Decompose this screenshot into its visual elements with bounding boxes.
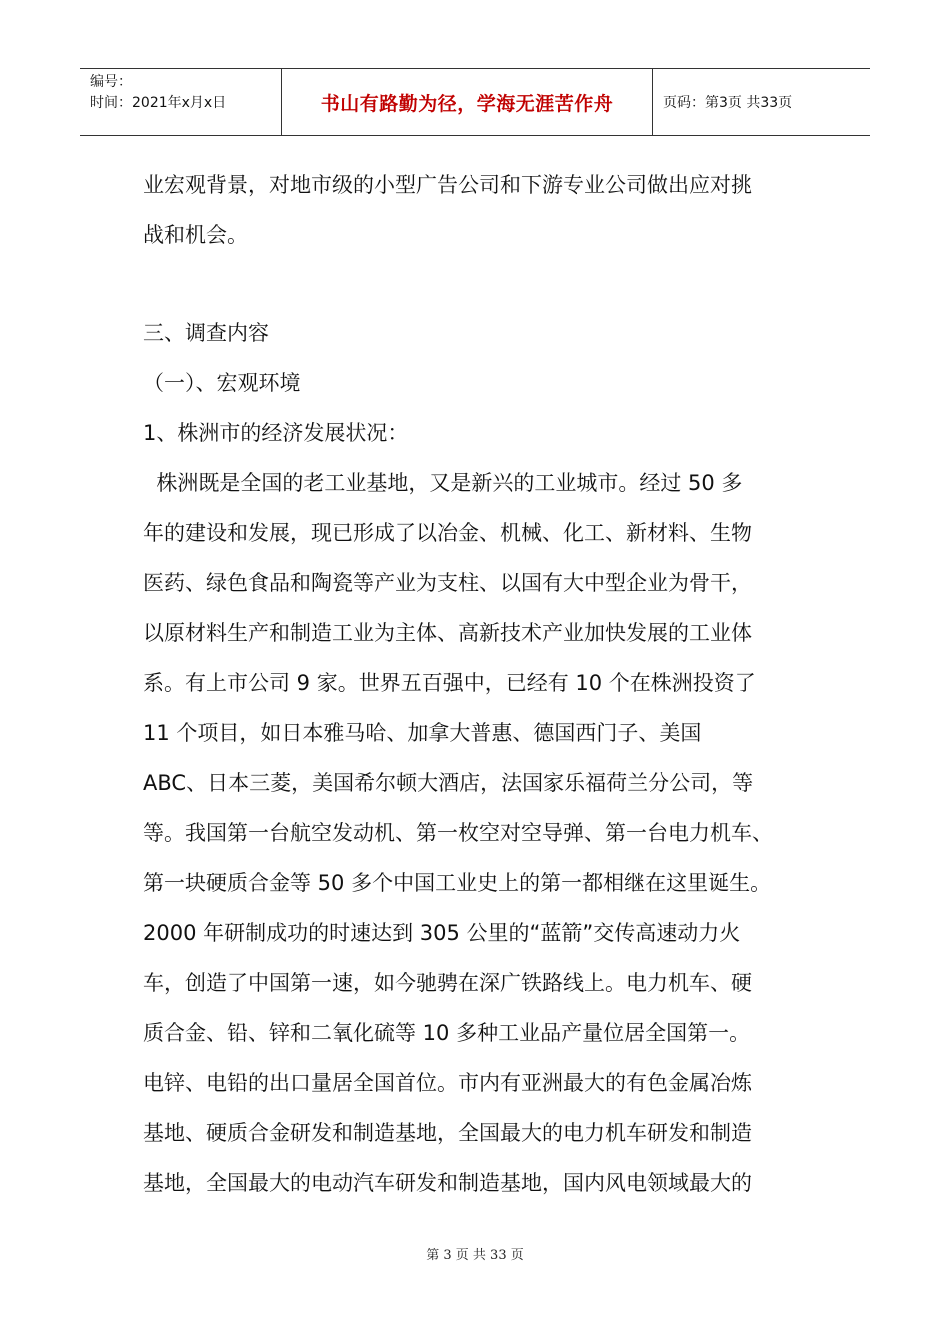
header-middle-cell <box>282 69 653 135</box>
paragraph-line: 基地，全国最大的电动汽车研发和制造基地，国内风电领域最大的 <box>143 1171 752 1195</box>
continued-text <box>143 160 813 260</box>
item-title: 1、株洲市的经济发展状况： <box>143 421 409 445</box>
paragraph-line: 以原材料生产和制造工业为主体、高新技术产业加快发展的工业体 <box>143 621 752 645</box>
paragraph-line: 质合金、铅、锌和二氧化硫等 10 多种工业品产量位居全国第一。 <box>143 1021 751 1045</box>
subsection-title: （一）、宏观环境 <box>143 371 301 395</box>
paragraph-line: 等。我国第一台航空发动机、第一枚空对空导弹、第一台电力机车、 <box>143 821 773 845</box>
text-line: 战和机会。 <box>143 223 248 247</box>
paragraph-line: 系。有上市公司 9 家。世界五百强中，已经有 10 个在株洲投资了 <box>143 671 756 695</box>
page-footer: 第 3 页 共 33 页 <box>426 1248 524 1263</box>
paragraph-line: 2000 年研制成功的时速达到 305 公里的“蓝箭”交传高速动力火 <box>143 921 741 945</box>
header-left-cell <box>80 69 282 135</box>
paragraph-line: 车，创造了中国第一速，如今驰骋在深广铁路线上。电力机车、硬 <box>143 971 752 995</box>
paragraph-line: ABC、日本三菱，美国希尔顿大酒店，法国家乐福荷兰分公司，等 <box>143 771 754 795</box>
text-line: 业宏观背景，对地市级的小型广告公司和下游专业公司做出应对挑 <box>143 173 752 197</box>
paragraph-line: 医药、绿色食品和陶瓷等产业为支柱、以国有大中型企业为骨干， <box>143 571 752 595</box>
paragraph-line: 11 个项目，如日本雅马哈、加拿大普惠、德国西门子、美国 <box>143 721 702 745</box>
page-info: 页码：第3页 共33页 <box>663 95 793 111</box>
page-header <box>80 68 870 136</box>
number-label: 编号： <box>90 74 132 90</box>
main-paragraph <box>143 458 813 1208</box>
motto-text: 书山有路勤为径，学海无涯苦作舟 <box>320 92 614 115</box>
section-title: 三、调查内容 <box>143 321 269 345</box>
time-label: 时间：2021年x月x日 <box>90 95 227 111</box>
paragraph-line: 年的建设和发展，现已形成了以冶金、机械、化工、新材料、生物 <box>143 521 752 545</box>
paragraph-line: 第一块硬质合金等 50 多个中国工业史上的第一都相继在这里诞生。 <box>143 871 772 895</box>
paragraph-line: 基地、硬质合金研发和制造基地，全国最大的电力机车研发和制造 <box>143 1121 752 1145</box>
paragraph-line: 电锌、电铅的出口量居全国首位。市内有亚洲最大的有色金属冶炼 <box>143 1071 752 1095</box>
paragraph-line: 株洲既是全国的老工业基地，又是新兴的工业城市。经过 50 多 <box>143 471 743 495</box>
header-right-cell <box>653 69 870 135</box>
